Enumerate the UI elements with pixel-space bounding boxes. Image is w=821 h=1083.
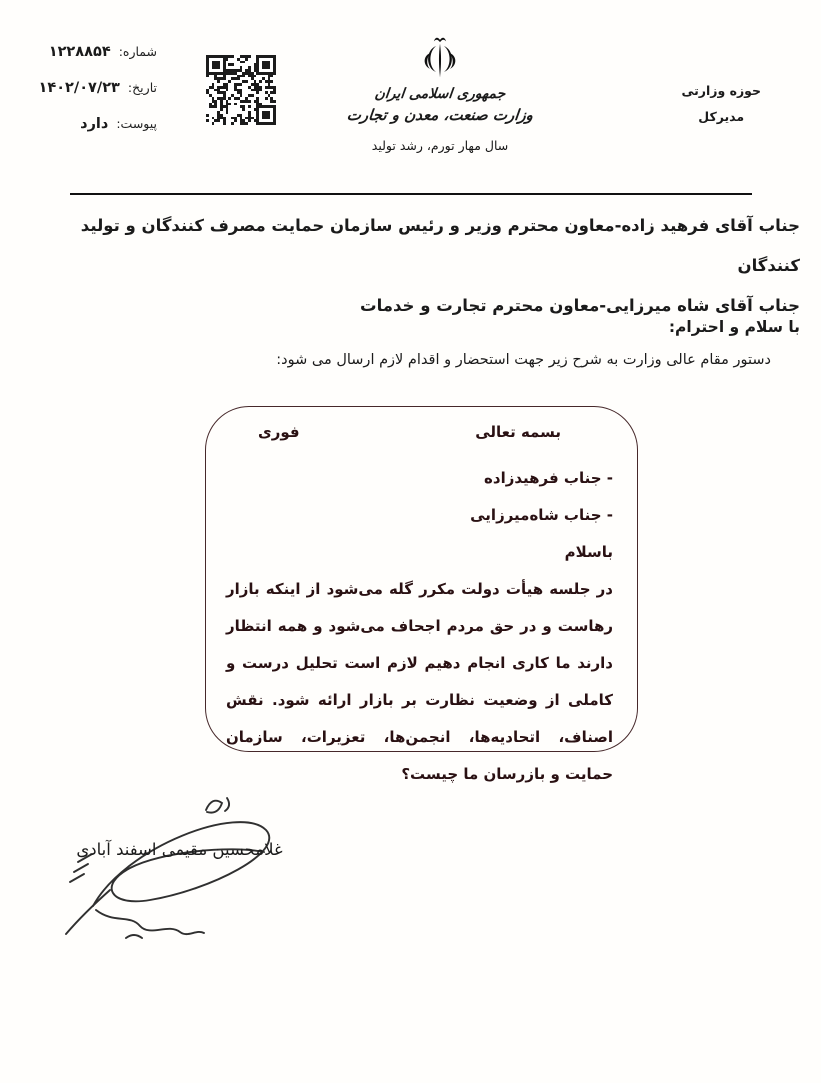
country-title: جمهوری اسلامی ایران: [373, 86, 507, 102]
addressee-block: [22, 206, 800, 326]
meta-number-row: [22, 44, 157, 60]
directive-box: [205, 406, 638, 783]
signature-scribble-icon: [38, 788, 323, 948]
addressee-line-1: جناب آقای فرهید زاده-معاون محترم وزیر و رئیس سازمان حمایت مصرف کنندگان و تولید کنندگان: [80, 216, 800, 275]
signer-name: غلامحسین مقیمی اسفند آبادی: [76, 840, 283, 859]
directive-item-1: - جناب فرهیدزاده: [484, 469, 613, 487]
office-role: مدیرکل: [698, 109, 745, 124]
qr-code-icon: [206, 55, 276, 125]
besmeh-taali: بسمه تعالی: [475, 423, 561, 441]
letter-meta: [22, 44, 157, 152]
meta-attachment-row: [22, 116, 157, 132]
directive-item-2: - جناب شاه‌میرزایی: [470, 506, 613, 524]
header-divider: [70, 193, 752, 195]
office-block: [681, 78, 761, 130]
salutation: با سلام و احترام:: [668, 318, 800, 336]
urgent-stamp: فوری: [258, 423, 300, 441]
office-area: حوزه وزارتی: [681, 83, 761, 98]
date-value: ۱۴۰۲/۰۷/۲۳: [38, 80, 120, 96]
directive-item-3: باسلام: [564, 543, 613, 561]
ministry-title: وزارت صنعت، معدن و تجارت: [345, 106, 535, 124]
date-label: تاریخ:: [127, 80, 157, 95]
addressee-line-2: جناب آقای شاه میرزایی-معاون محترم تجارت و خدمات: [360, 296, 800, 315]
attachment-label: پیوست:: [116, 116, 157, 131]
directive-body: در جلسه هیأت دولت مکرر گله می‌شود از اینکه بازار رهاست و در حق مردم اجحاف می‌شود و همه انتظار دارند ما کاری انجام دهیم لازم است تحلیل درست و کاملی از وضعیت نظارت بر بازار ارائه شود. نقش اصناف، اتحادیه‌ها، انجمن‌ها، تعزیرات، سازمان حمایت و بازرسان ما چیست؟: [226, 580, 613, 783]
year-slogan: سال مهار تورم، رشد تولید: [371, 138, 509, 153]
attachment-value: دارد: [80, 116, 109, 132]
iran-emblem-icon: [417, 34, 463, 84]
directive-box-header: [226, 423, 613, 460]
number-label: شماره:: [118, 44, 157, 59]
instruction-line: دستور مقام عالی وزارت به شرح زیر جهت استحضار و اقدام لازم ارسال می شود:: [276, 352, 771, 368]
number-value: ۱۲۲۸۸۵۴: [48, 44, 111, 60]
letterhead-center: [340, 34, 540, 153]
meta-date-row: [22, 80, 157, 96]
